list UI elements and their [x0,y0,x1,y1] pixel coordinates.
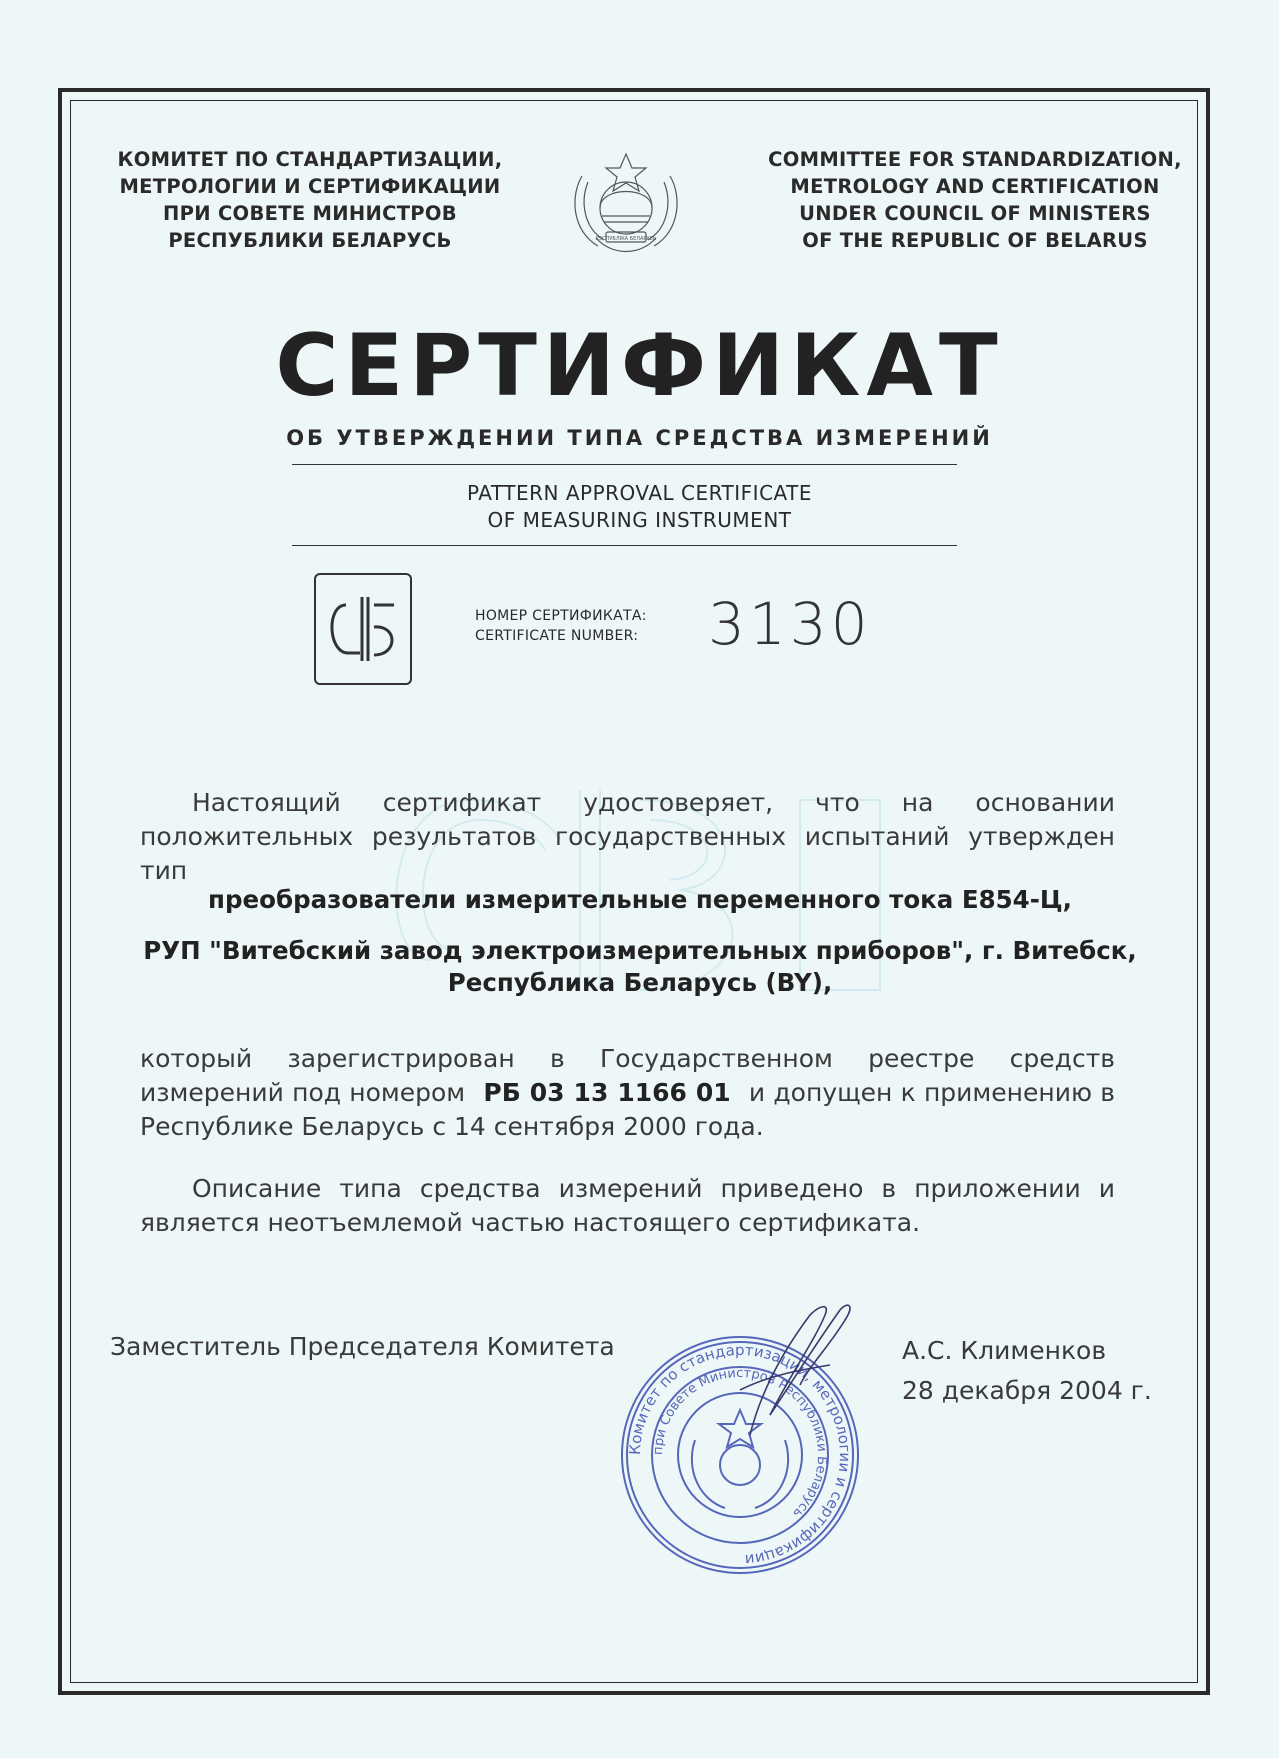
intro-paragraph [140,786,1115,888]
seal-outer-text: Комитет по стандартизации, метрологии и сертификации [625,1340,855,1569]
description-paragraph: Описание типа средства измерений приведено в приложении и является неотъемлемой частью настоящего сертификата. [140,1174,1115,1237]
divider [292,464,957,465]
registry-number: РБ 03 13 1166 01 [483,1078,731,1107]
signer-name: А.С. Клименков [902,1336,1107,1365]
cert-number-label-ru: НОМЕР СЕРТИФИКАТА: [475,608,647,624]
registry-text-before: который зарегистрирован в Государственном реестре средств измерений под номером [140,1044,1115,1107]
cert-number-label-en: CERTIFICATE NUMBER: [475,628,639,644]
org-ru-line: РЕСПУБЛИКИ БЕЛАРУСЬ [168,229,452,252]
manufacturer-line: РУП "Витебский завод электроизмерительных приборов", г. Витебск, [143,936,1137,965]
registry-text-after: и допущен к применению в Республике Беларусь с 14 сентября 2000 года. [140,1078,1115,1141]
certificate-title: СЕРТИФИКАТ [275,316,1004,416]
emblem-ribbon-text: РЭСПУБЛІКА БЕЛАРУСЬ [595,236,657,242]
handwritten-signature-icon [720,1295,860,1445]
certificate-number-labels [475,606,647,646]
subtitle-en-line: OF MEASURING INSTRUMENT [487,508,792,532]
subtitle-en-line: PATTERN APPROVAL CERTIFICATE [466,481,813,505]
organization-name-ru [90,146,530,254]
org-ru-line: ПРИ СОВЕТЕ МИНИСТРОВ [163,202,457,225]
org-en-line: UNDER COUNCIL OF MINISTERS [799,202,1151,225]
certificate-number: 3130 [708,590,872,658]
product-name: преобразователи измерительные переменного тока Е854-Ц, [208,885,1072,914]
certificate-subtitle-ru: ОБ УТВЕРЖДЕНИИ ТИПА СРЕДСТВА ИЗМЕРЕНИЙ [286,426,993,450]
seal-inner-text: при Совете Министров Республики Беларусь [650,1365,830,1521]
org-en-line: OF THE REPUBLIC OF BELARUS [802,229,1148,252]
certificate-subtitle-en [0,480,1279,534]
org-ru-line: КОМИТЕТ ПО СТАНДАРТИЗАЦИИ, [117,148,503,171]
organization-name-en [755,146,1195,254]
signature-date: 28 декабря 2004 г. [902,1376,1152,1405]
belarus-coat-of-arms-icon [562,146,690,264]
signer-position: Заместитель Председателя Комитета [110,1332,615,1361]
gs-standard-logo-icon [314,573,412,685]
org-ru-line: МЕТРОЛОГИИ И СЕРТИФИКАЦИИ [119,175,501,198]
intro-line: Настоящий сертификат удостоверяет, что на основании [192,788,1115,817]
divider [292,545,957,546]
intro-line: положительных результатов государственных испытаний утвержден тип [140,822,1115,885]
org-en-line: METROLOGY AND CERTIFICATION [790,175,1160,198]
manufacturer-country: Республика Беларусь (BY), [447,968,833,997]
registry-paragraph [140,1042,1115,1144]
org-en-line: COMMITTEE FOR STANDARDIZATION, [768,148,1182,171]
